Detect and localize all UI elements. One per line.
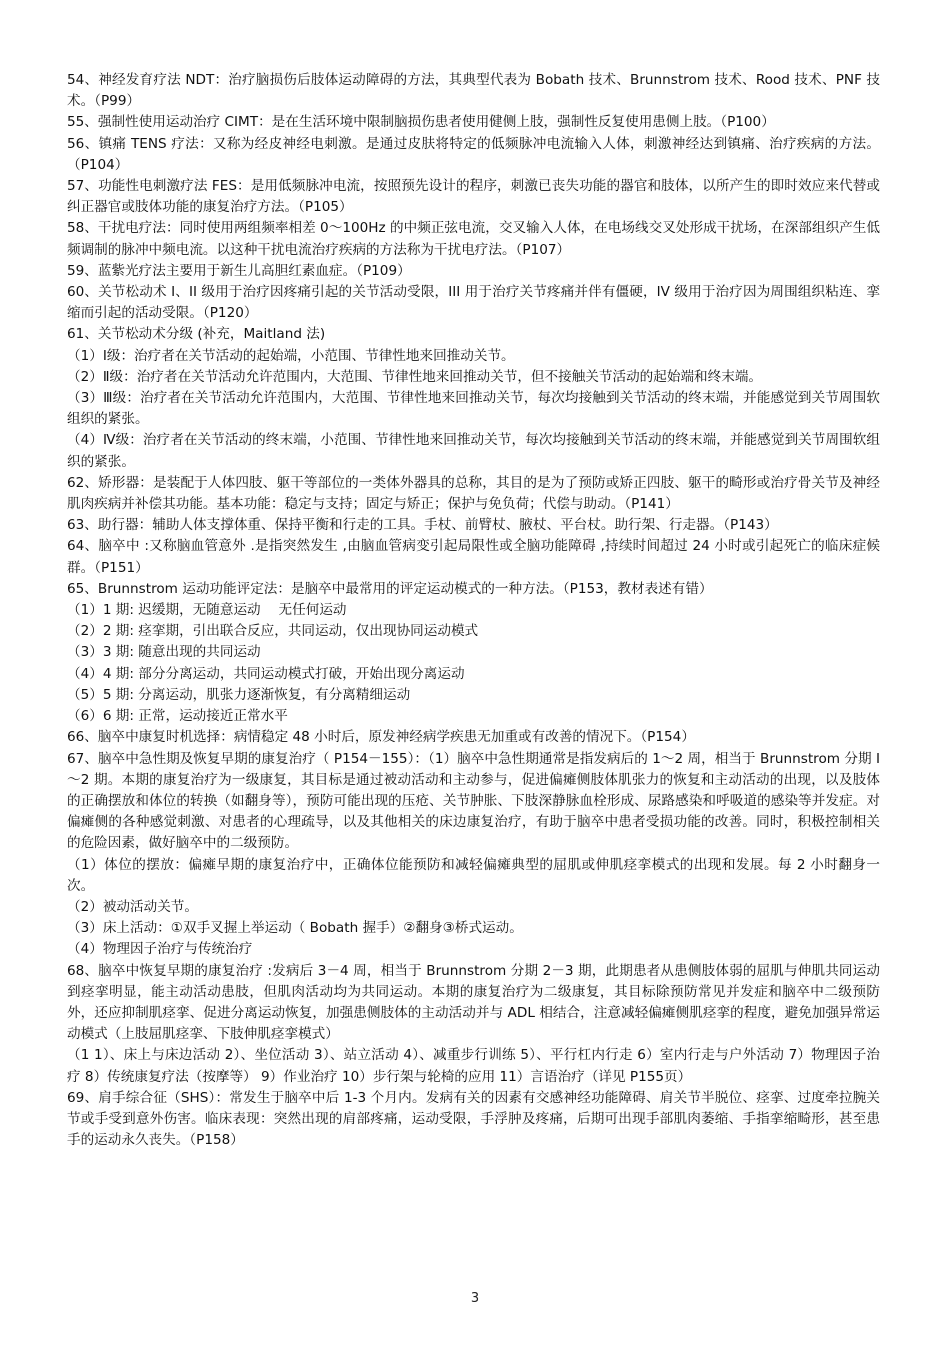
entry-66 [67, 727, 880, 748]
entry-59 [67, 261, 880, 282]
entry-sub-item: （2）Ⅱ级：治疗者在关节活动允许范围内，大范围、节律性地来回推动关节，但不接触关节活动的起始端和终末端。 [67, 368, 763, 385]
entry-64 [67, 536, 880, 578]
entry-heading-text: 66、脑卒中康复时机选择：病情稳定 48 小时后，原发神经病学疾患无加重或有改善的情况下。（P154） [67, 729, 695, 746]
entry-sub-item: （1 1）、床上与床边活动 2）、坐位活动 3）、站立活动 4）、减重步行训练 5）、平行杠内行走 6）室内行走与户外活动 7）物理因子治疗 8）传统康复疗法（按摩等） 9）作业治疗 10）步行架与轮椅的应用 11）言语治疗（详见 P155页） [67, 1047, 880, 1085]
entry-63 [67, 515, 880, 536]
entry-heading-text: 65、Brunnstrom 运动功能评定法：是脑卒中最常用的评定运动模式的一种方法。（P153，教材表述有错） [67, 580, 713, 597]
entry-heading-text: 63、助行器：辅助人体支撑体重、保持平衡和行走的工具。手杖、前臂杖、腋杖、平台杖。助行架、行走器。（P143） [67, 517, 778, 534]
entry-sub-item: （2）被动活动关节。 [67, 898, 198, 915]
entry-heading-text: 60、关节松动术 I、II 级用于治疗因疼痛引起的关节活动受限，III 用于治疗关节疼痛并伴有僵硬，IV 级用于治疗因为周围组织粘连、挛缩而引起的活动受限。（P120） [67, 284, 880, 322]
entry-heading-text: 58、干扰电疗法：同时使用两组频率相差 0～100Hz 的中频正弦电流，交叉输入人体，在电场线交叉处形成干扰场，在深部组织产生低频调制的脉冲中频电流。以这种干扰电流治疗疾病的方法称为干扰电疗法。（P107） [67, 220, 880, 258]
entry-61 [67, 324, 880, 472]
entry-sub-item: （1）1 期: 迟缓期，无随意运动 无任何运动 [67, 602, 347, 619]
entry-heading-text: 69、肩手综合征（SHS）：常发生于脑卒中后 1-3 个月内。发病有关的因素有交感神经功能障碍、肩关节半脱位、痉挛、过度牵拉腕关节或手受到意外伤害。临床表现：突然出现的肩部疼痛，运动受限，手浮肿及疼痛，后期可出现手部肌肉萎缩、手指挛缩畸形，甚至患手的运动永久丧失。（P158） [67, 1089, 880, 1149]
entry-55 [67, 112, 880, 133]
entry-60 [67, 282, 880, 324]
entry-sub-item: （1）体位的摆放：偏瘫早期的康复治疗中，正确体位能预防和减轻偏瘫典型的屈肌或伸肌痉挛模式的出现和发展。每 2 小时翻身一次。 [67, 856, 880, 894]
entry-62 [67, 473, 880, 515]
entry-sub-item: （3）Ⅲ级：治疗者在关节活动允许范围内，大范围、节律性地来回推动关节，每次均接触到关节活动的终末端，并能感觉到关节周围软组织的紧张。 [67, 390, 880, 428]
entry-sub-item: （4）Ⅳ级：治疗者在关节活动的终末端，小范围、节律性地来回推动关节，每次均接触到关节活动的终末端，并能感觉到关节周围软组织的紧张。 [67, 432, 880, 470]
entry-69 [67, 1088, 880, 1152]
entry-65 [67, 579, 880, 727]
entry-heading-text: 64、脑卒中 :又称脑血管意外 .是指突然发生 ,由脑血管病变引起局限性或全脑功能障碍 ,持续时间超过 24 小时或引起死亡的临床症候群。（P151） [67, 538, 880, 576]
page-number: 3 [470, 1291, 480, 1306]
entry-list [67, 70, 880, 1151]
entry-heading-text: 55、强制性使用运动治疗 CIMT：是在生活环境中限制脑损伤患者使用健侧上肢，强制性反复使用患侧上肢。（P100） [67, 114, 775, 131]
entry-sub-item: （3）床上活动：①双手叉握上举运动（ Bobath 握手）②翻身③桥式运动。 [67, 920, 523, 937]
entry-68 [67, 961, 880, 1088]
entry-heading-text: 62、矫形器：是装配于人体四肢、躯干等部位的一类体外器具的总称，其目的是为了预防或矫正四肢、躯干的畸形或治疗骨关节及神经肌肉疾病并补偿其功能。基本功能：稳定与支持；固定与矫正；保护与免负荷；代偿与助动。（P141） [67, 474, 880, 513]
entry-sub-item: （6）6 期: 正常，运动接近正常水平 [67, 708, 288, 725]
entry-56 [67, 134, 880, 176]
entry-heading-text: 57、功能性电刺激疗法 FES：是用低频脉冲电流，按照预先设计的程序，刺激已丧失功能的器官和肢体，以所产生的即时效应来代替或纠正器官或肢体功能的康复治疗方法。（P105） [67, 178, 880, 216]
entry-sub-item: （4）4 期: 部分分离运动，共同运动模式打破，开始出现分离运动 [67, 665, 465, 682]
entry-sub-item: （1）Ⅰ级：治疗者在关节活动的起始端，小范围、节律性地来回推动关节。 [67, 347, 515, 364]
entry-heading-text: 54、神经发育疗法 NDT：治疗脑损伤后肢体运动障碍的方法，其典型代表为 Bobath 技术、Brunnstrom 技术、Rood 技术、PNF 技术。（P99） [67, 72, 880, 110]
entry-57 [67, 176, 880, 218]
entry-sub-item: （3）3 期: 随意出现的共同运动 [67, 644, 261, 661]
entry-heading-text: 67、脑卒中急性期及恢复早期的康复治疗（ P154－155）：（1）脑卒中急性期通常是指发病后的 1～2 周，相当于 Brunnstrom 分期 I～2 期。本期的康复治疗为一级康复，其目标是通过被动活动和主动参与，促进偏瘫侧肢体肌张力的恢复和主动活动的出现，以及肢体的正确摆放和体位的转换（如翻身等），预防可能出现的压疮、关节肿胀、下肢深静脉血栓形成、尿路感染和呼吸道的感染等并发症。对偏瘫侧的各种感觉刺激、对患者的心理疏导，以及其他相关的床边康复治疗，有助于脑卒中患者受损功能的改善。同时，积极控制相关的危险因素，做好脑卒中的二级预防。 [67, 750, 880, 852]
entry-sub-item: （4）物理因子治疗与传统治疗 [67, 941, 253, 958]
entry-67 [67, 749, 880, 961]
entry-sub-item: （5）5 期: 分离运动，肌张力逐渐恢复，有分离精细运动 [67, 686, 411, 703]
entry-heading-text: 56、镇痛 TENS 疗法：又称为经皮神经电刺激。是通过皮肤将特定的低频脉冲电流输入人体，刺激神经达到镇痛、治疗疾病的方法。（P104） [67, 135, 880, 173]
entry-heading-text: 61、关节松动术分级 (补充，Maitland 法) [67, 326, 326, 343]
entry-heading-text: 68、脑卒中恢复早期的康复治疗 :发病后 3－4 周，相当于 Brunnstrom 分期 2－3 期，此期患者从患侧肢体弱的屈肌与伸肌共同运动到痉挛明显，能主动活动患肢，但肌肉活动均为共同运动。本期的康复治疗为二级康复，其目标除预防常见并发症和脑卒中二级预防外，还应抑制肌痉挛、促进分离运动恢复，加强患侧肢体的主动活动并与 ADL 相结合，注意减轻偏瘫侧肌痉挛的程度，避免加强异常运动模式（上肢屈肌痉挛、下肢伸肌痉挛模式） [67, 962, 880, 1043]
entry-sub-item: （2）2 期: 痉挛期，引出联合反应，共同运动，仅出现协同运动模式 [67, 623, 479, 640]
entry-heading-text: 59、蓝紫光疗法主要用于新生儿高胆红素血症。（P109） [67, 262, 411, 279]
entry-58 [67, 218, 880, 260]
entry-54 [67, 70, 880, 112]
